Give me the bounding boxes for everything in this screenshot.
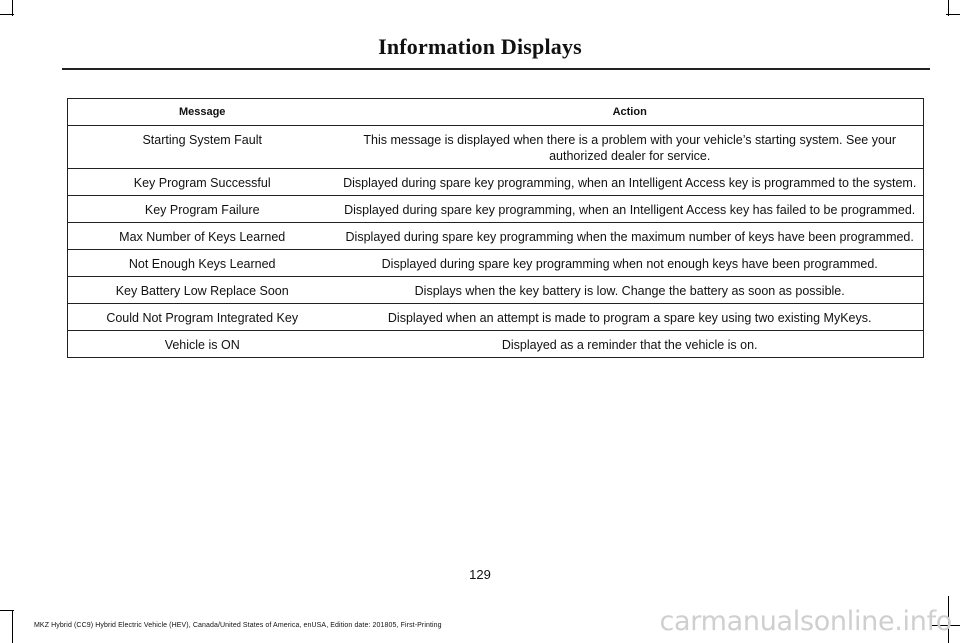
- edition-footer: MKZ Hybrid (CC9) Hybrid Electric Vehicle (HEV), Canada/United States of America, enUSA, Edition date: 201805, First-Printing: [34, 622, 442, 629]
- action-cell: Displayed when an attempt is made to program a spare key using two existing MyKeys.: [336, 304, 923, 331]
- action-cell: Displayed during spare key programming, when an Intelligent Access key is programmed to the system.: [336, 169, 923, 196]
- crop-mark: [0, 610, 14, 611]
- message-cell: Key Program Successful: [68, 169, 337, 196]
- table-row: [68, 277, 924, 304]
- message-cell: Starting System Fault: [68, 126, 337, 169]
- messages-table: [67, 98, 924, 358]
- table-row: [68, 169, 924, 196]
- page-number: 129: [469, 567, 491, 582]
- message-cell: Key Program Failure: [68, 196, 337, 223]
- column-header-message: Message: [68, 99, 337, 126]
- table-row: [68, 223, 924, 250]
- message-cell: Max Number of Keys Learned: [68, 223, 337, 250]
- table-row: [68, 331, 924, 358]
- message-cell: Not Enough Keys Learned: [68, 250, 337, 277]
- action-cell: Displayed during spare key programming when not enough keys have been programmed.: [336, 250, 923, 277]
- message-cell: Could Not Program Integrated Key: [68, 304, 337, 331]
- action-cell: Displays when the key battery is low. Change the battery as soon as possible.: [336, 277, 923, 304]
- crop-mark: [12, 610, 13, 643]
- table-header-row: [68, 99, 924, 126]
- crop-mark: [0, 14, 14, 15]
- table-row: [68, 126, 924, 169]
- message-cell: Key Battery Low Replace Soon: [68, 277, 337, 304]
- action-cell: Displayed as a reminder that the vehicle is on.: [336, 331, 923, 358]
- crop-mark: [946, 14, 960, 15]
- table-row: [68, 304, 924, 331]
- page-title: Information Displays: [378, 34, 582, 59]
- title-divider: [62, 68, 930, 70]
- table-row: [68, 250, 924, 277]
- table-row: [68, 196, 924, 223]
- message-cell: Vehicle is ON: [68, 331, 337, 358]
- watermark: carmanualsonline.info: [659, 606, 952, 637]
- action-cell: This message is displayed when there is a problem with your vehicle’s starting system. See your authorized dealer for service.: [336, 126, 923, 169]
- action-cell: Displayed during spare key programming when the maximum number of keys have been programmed.: [336, 223, 923, 250]
- action-cell: Displayed during spare key programming, when an Intelligent Access key has failed to be programmed.: [336, 196, 923, 223]
- column-header-action: Action: [336, 99, 923, 126]
